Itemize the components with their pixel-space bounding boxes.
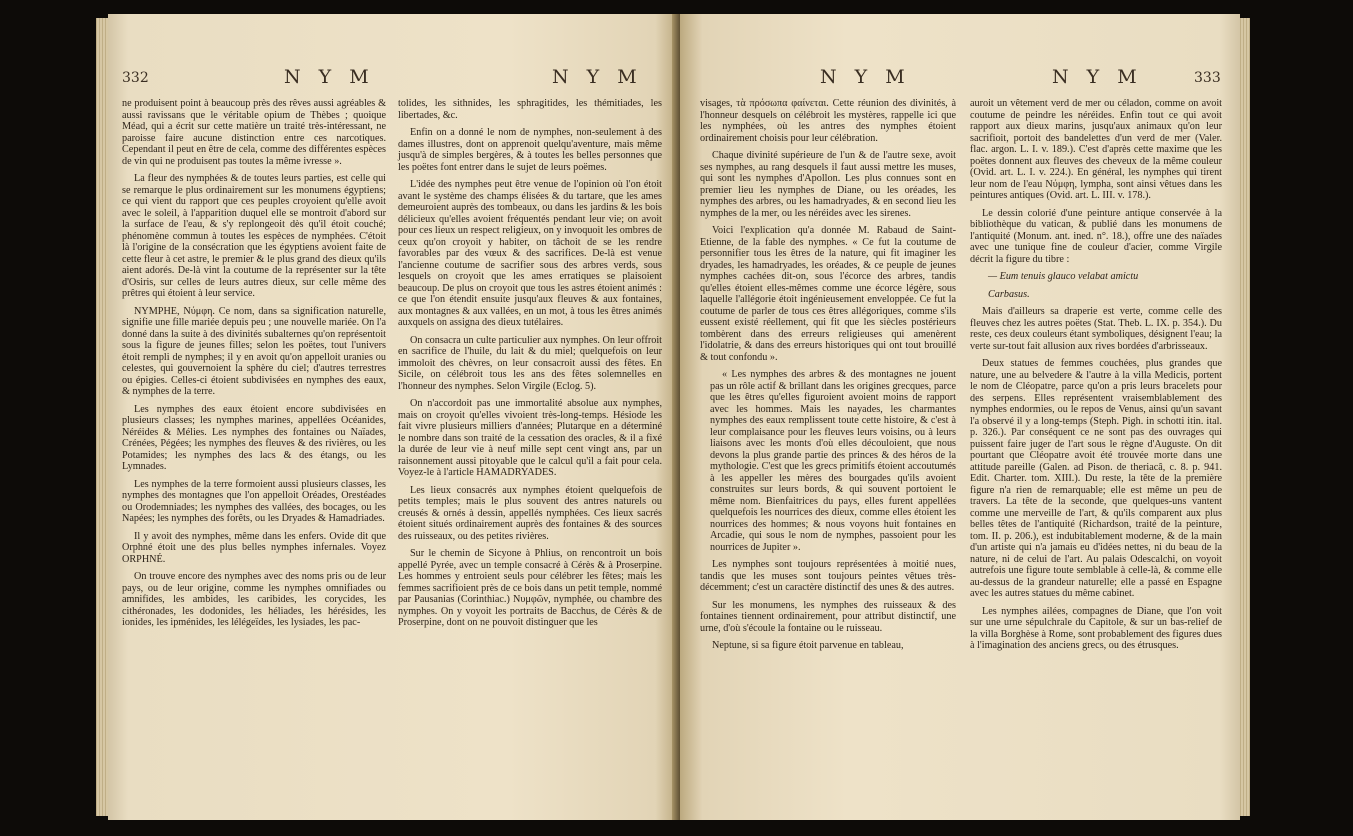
paragraph: Les nymphes des eaux étoient encore subdivisées en plusieurs classes; les nymphes marines, appellées Océanides, Néréides & Mélies. Les nymphes des fontaines ou Naïades, Crénées, Pégées; les nymphes des fleuves & des rivières, ou les Potamides; les nymphes des lacs & des étangs, ou les Lymnades.	[122, 403, 386, 472]
paragraph: On trouve encore des nymphes avec des noms pris ou de leur pays, ou de leur origine, comme les nymphes omnifiades ou amnifides, les ambides, les caribides, les corycides, les cithéronades, les dodonides, les héliades, les hérésides, les ionides, les ipménides, les lélégeïdes, les lysiades, les pac-	[122, 571, 386, 628]
paragraph: L'idée des nymphes peut être venue de l'opinion où l'on étoit avant le système des champs élisées & du tartare, que les ames demeuroient auprès des tombeaux, ou dans les jardins & les bois délicieux qu'elles avoient fréquentés pendant leur vie; on avoit pour ces lieux un respect religieux, on y invoquoit les ombres de ceux qu'on croyoit y habiter, on tâchoit de se les rendre favorables par des vœux & des sacrifices. De-là est venue l'ancienne coutume de sacrifier sous des arbres verds, sous lesquels on croyoit que les ames erratiques se plaisoient beaucoup. De plus on croyoit que tous les astres étoient animés : ce que l'on étendit ensuite jusqu'aux fleuves & aux fontaines, aux montagnes & aux vallées, en un mot, à tous les êtres animés auxquels on assigna des dieux tutélaires.	[398, 179, 662, 328]
right-page-column-2	[970, 98, 1222, 658]
paragraph: Les nymphes sont toujours représentées à moitié nues, tandis que les muses sont toujours peintes vêtues très-décemment; c'est un caractère distinctif des unes & des autres.	[700, 559, 956, 593]
running-head-right-a: N Y M	[820, 66, 911, 88]
left-page	[108, 14, 678, 820]
paragraph: Voici l'explication qu'a donnée M. Rabaud de Saint-Etienne, de la fable des nymphes. « Ce fut la coutume de personnifier tous les êtres de la nature, qui fit imaginer les dryades, les hamadryades, les oréades, & ce peuple de jeunes nymphes cachées dit-on, sous l'écorce des arbres, tandis qu'elles étoient elles-mêmes comme une écorce légère, sous laquelle l'allégorie étoit ingénieusement enveloppée. Ce fut la coutume de parler de tous ces êtres allégoriques, comme s'ils eussent existé réellement, qui fit que les siècles postérieurs tombèrent dans des erreurs religieuses qui amenèrent l'idolatrie, & dans des erreurs historiques qui ont tout brouillé & tout confondu ».	[700, 225, 956, 363]
paragraph: Les nymphes ailées, compagnes de Diane, que l'on voit sur une urne sépulchrale du Capitole, & sur un bas-relief de la villa Borghèse à Rome, sont probablement des figures dues à l'imagination des anciens grecs, ou des étrusques.	[970, 605, 1222, 651]
paragraph: Le dessin colorié d'une peinture antique conservée à la bibliothèque du vatican, & publié dans les monumens de l'antiquité (Monum. ant. ined. n°. 18.), offre une des naïades avec une tunique fine de couleur d'acier, comme Virgile décrit la figure du tibre :	[970, 207, 1222, 265]
verse-line: Carbasus.	[988, 288, 1030, 300]
right-page-edges	[1240, 18, 1250, 816]
paragraph: La fleur des nymphées & de toutes leurs parties, est celle qui se remarque le plus ordinairement sur les monumens égyptiens; ce qui vient du rapport que ces peuples croyoient qu'elle avoit avec le soleil, à l'apparition duquel elle se montroit d'abord sur la surface de l'eau, & s'y replongeoit dès qu'il étoit couché; phénomène commun à toutes les espèces de nymphées. C'étoit là l'origine de la consécration que les égyptiens avoient faite de cette fleur à cet astre, le premier & le plus grand des dieux qu'ils aient adorés. De-là vint la coutume de la représenter sur la tête d'Osiris, sur celles de leurs autres dieux, sur celle même des prêtres qui étoient à leur service.	[122, 173, 386, 299]
left-page-column-2	[398, 98, 662, 635]
left-page-edges	[96, 18, 108, 816]
paragraph: auroit un vêtement verd de mer ou céladon, comme on avoit coutume de peindre les néréides. Enfin tout ce qui avoit rapport aux dieux marins, jusqu'aux animaux qu'on leur sacrifioit, portoit des bandelettes d'un verd de mer (Valer. flac. argon. L. I. v. 189.). C'est d'après cette maxime que les poëtes donnent aux fleuves des cheveux de la même couleur (Ovid. art. L. I. v. 224.). En général, les nymphes qui tirent leur nom de l'eau Νύμφη, lympha, sont ainsi vêtues dans les peintures antiques (Ovid. art. L. III. v. 178.).	[970, 98, 1222, 201]
paragraph: Mais d'ailleurs sa draperie est verte, comme celle des fleuves chez les autres poëtes (Stat. Theb. L. IX. p. 354.). Du reste, ces deux couleurs étant symboliques, désignent l'eau; la verte sur-tout fait allusion aux rives bordées d'arbrisseaux.	[970, 306, 1222, 352]
paragraph: Neptune, si sa figure étoit parvenue en tableau,	[712, 640, 904, 651]
paragraph: NYMPHE, Νύμφη. Ce nom, dans sa signification naturelle, signifie une fille mariée depuis peu ; une nouvelle mariée. On l'a donné dans la suite à des divinités subalternes qu'on représentoit sous la figure de jeunes filles; selon les poëtes, tout l'univers étoit rempli de nymphes; il y en avoit qu'on appelloit uranies ou celestes, qui gouvernoient la sphère du ciel; d'autres terrestres ou épigies. Celles-ci étoient subdivisées en nymphes des eaux, & nymphes de la terre.	[122, 305, 386, 397]
running-head-left-a: N Y M	[284, 66, 375, 88]
left-page-column-1	[122, 98, 386, 635]
paragraph: Deux statues de femmes couchées, plus grandes que nature, une au belvedere & l'autre à la villa Medicis, portent le nom de Cléopatre, parce qu'on a pris leurs bracelets pour des serpens. Elles représentent vraisemblablement des nymphes endormies, ou le repos de Venus, ainsi qu'un savant l'a observé il y a long-temps (Steph. Pigh. in schotti itin. ital. p. 326.). Par conséquent ce ne sont pas des ouvrages qui puissent faire juger de l'art sous le règne d'Auguste. On dit pourtant que Cléopatre avoit été trouvée morte dans une attitude pareille (Galen. ad Pison. de theriacâ, c. 8. p. 941. Edit. Charter. tom. XIII.). Du reste, la tête de la première figure n'a rien de remarquable; elle est même un peu de travers. La tête de la seconde, que quelques-uns vantent comme une merveille de l'art, & qu'ils comparent aux plus belles têtes de l'antiquité (Richardson, traité de la peinture, tom. II. p. 206.), est indubitablement moderne, & de la main d'un artiste qui n'a jamais eu d'idées nettes, ni du beau de la nature, ni de celui de l'art. Au palais Odescalchi, on voyoit autrefois une figure toute semblable à celle-là, & comme elle au-dessus de la grandeur naturelle; elle a passé en Espagne avec les autres statues du même cabinet.	[970, 358, 1222, 599]
paragraph: Chaque divinité supérieure de l'un & de l'autre sexe, avoit ses nymphes, au rang desquels il faut aussi mettre les muses, qui sont les nymphes d'Apollon. Les plus connues sont en premier lieu les nymphes de Diane, ou les oréades, les nymphes des arbres, ou les hamadryades, & en second lieu les nymphes de la mer, ou les néréides avec les sirenes.	[700, 150, 956, 219]
paragraph: Sur les monumens, les nymphes des ruisseaux & des fontaines tiennent ordinairement, pour attribut distinctif, une urne, d'où s'écoule la fontaine ou le ruisseau.	[700, 599, 956, 634]
paragraph: Il y avoit des nymphes, même dans les enfers. Ovide dit que Orphné étoit une des plus belles nymphes infernales. Voyez ORPHNÉ.	[122, 530, 386, 565]
paragraph: tolides, les sithnides, les sphragitides, les thémitiades, les libertades, &c.	[398, 98, 662, 121]
page-number-right: 333	[1194, 70, 1221, 86]
running-head-right-b: N Y M	[1052, 66, 1143, 88]
paragraph: Les lieux consacrés aux nymphes étoient quelquefois de petits temples; mais le plus souvent des antres naturels ou creusés & ornés à dessin, appellés nymphées. Ces lieux sacrés étoient situés ordinairement auprès des fontaines & des sources des ruisseaux, ou des petites rivières.	[398, 484, 662, 542]
right-page	[680, 14, 1240, 820]
right-page-column-1	[700, 98, 956, 658]
paragraph: ne produisent point à beaucoup près des rêves aussi agréables & aussi ravissans que le véritable opium de Thèbes ; quoique Méad, qui a écrit sur cette matière un traité très-intéressant, ne paroisse faire aucune distinction entre ces narcotiques. Cependant il peut en être de cela, comme des différentes espèces de vin qui ne produisent pas toutes la même ivresse ».	[122, 98, 386, 167]
paragraph: On consacra un culte particulier aux nymphes. On leur offroit en sacrifice de l'huile, du lait & du miel; quelquefois on leur immoloit des chèvres, on leur consacroit aussi des fêtes. En Sicile, on célébroit tous les ans des fêtes solemnelles en l'honneur des nymphes. Selon Virgile (Eclog. 5).	[398, 334, 662, 392]
verse-line: — Eum tenuis glauco velabat amictu	[988, 271, 1139, 282]
paragraph: On n'accordoit pas une immortalité absolue aux nymphes, mais on croyoit qu'elles vivoient très-long-temps. Hésiode les fait vivre plusieurs milliers d'années; Plutarque en a déterminé le nombre dans son traité de la cessation des oracles, & il a fixé la durée de leur vie à neuf mille sept cent vingt ans, par un raisonnement aussi pitoyable que le calcul qu'il a fait pour cela. Voyez-le à l'article HAMADRYADES.	[398, 398, 662, 478]
paragraph: Sur le chemin de Sicyone à Phlius, on rencontroit un bois appellé Pyrée, avec un temple consacré à Cérès & à Proserpine. Les hommes y entroient seuls pour célébrer les fêtes; mais les femmes sacrifioient près de ce bois dans un petit temple, nommé par Pausanias (Corinthiac.) Νυμφῶν, nymphée, ou chambre des nymphes. On y voyoit les portraits de Bacchus, de Cérès & de Proserpine, dont on ne pouvoit distinguer que les	[398, 548, 662, 628]
quoted-paragraph: « Les nymphes des arbres & des montagnes ne jouent pas un rôle actif & brillant dans les origines grecques, parce que les êtres qu'elles figuroient avoient moins de rapport avec les hommes. Mais les nayades, les charmantes nymphes des eaux remplissent toute cette histoire, & c'est à leur complaisance pour les fleuves leurs voisins, ou à leurs liaisons avec les monts d'où elles découloient, que nous devons la plus grande partie des princes & des héros de la mythologie. C'est que les grecs primitifs étoient accoutumés à les appeller les mères des bourgades qu'ils avoient construites sur leurs bords, & qui souvent portoient le même nom. Bienfaitrices du pays, elles furent appellées quelquefois les nourrices des dieux, comme elles étoient les nourrices des hommes; & nous voyons huit fontaines en Arcadie, qui sous le nom de nymphes, passoient pour les nourrices de Jupiter ».	[710, 369, 956, 553]
paragraph: Enfin on a donné le nom de nymphes, non-seulement à des dames illustres, dont on apprenoit quelqu'aventure, mais même jusqu'à de simples bergères, & à toutes les belles personnes que les poëtes font entrer dans le sujet de leurs poëmes.	[398, 127, 662, 173]
paragraph: visages, τὰ πρόσωπα φαίνεται. Cette réunion des divinités, à l'honneur desquels on célébroit les mystères, rappelle ici que les nymphées, où les antres des nymphes étoient ordinairement choisis pour leur célébration.	[700, 98, 956, 144]
paragraph: Les nymphes de la terre formoient aussi plusieurs classes, les nymphes des montagnes que l'on appelloit Oréades, Orestéades ou Orodemniades; les nymphes des vallées, des bocages, ou les Napées; les nymphes des forêts, ou les Dryades & Hamadriades.	[122, 478, 386, 524]
page-number-left: 332	[122, 70, 149, 86]
running-head-left-b: N Y M	[552, 66, 643, 88]
